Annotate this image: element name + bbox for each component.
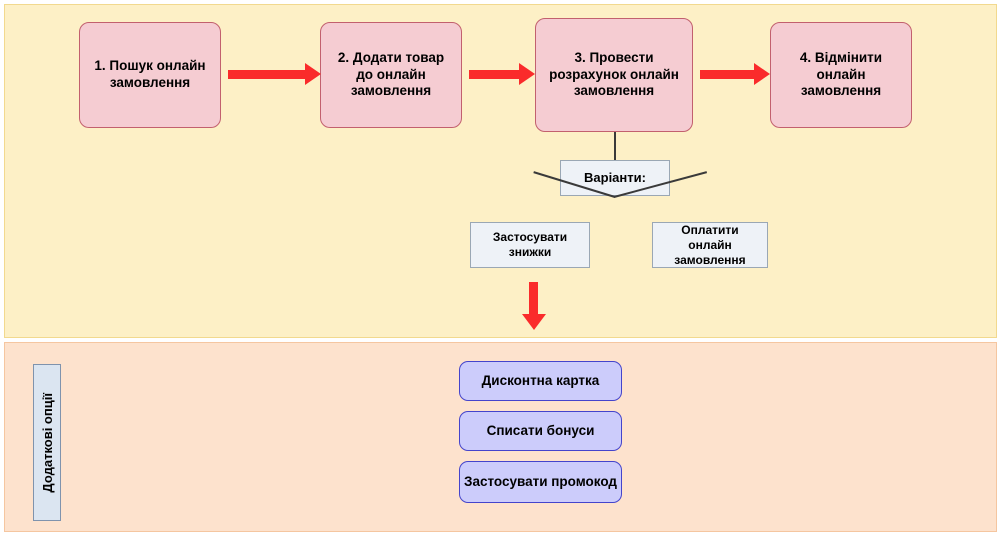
connector-step3-to-options (614, 132, 616, 160)
option-apply-discounts[interactable]: Застосувати знижки (470, 222, 590, 268)
arrow-step2-to-step3-icon (469, 70, 520, 79)
process-step-1[interactable]: 1. Пошук онлайн замовлення (79, 22, 221, 128)
process-step-3[interactable]: 3. Провести розрахунок онлайн замовлення (535, 18, 693, 132)
option-pay-online-order[interactable]: Оплатити онлайн замовлення (652, 222, 768, 268)
arrow-down-to-extra-options-icon (529, 282, 538, 315)
process-step-4[interactable]: 4. Відмінити онлайн замовлення (770, 22, 912, 128)
extra-option-discount-card[interactable]: Дисконтна картка (459, 361, 622, 401)
process-step-2[interactable]: 2. Додати товар до онлайн замовлення (320, 22, 462, 128)
arrow-step1-to-step2-icon (228, 70, 306, 79)
extra-option-apply-promocode[interactable]: Застосувати промокод (459, 461, 622, 503)
extra-option-write-off-bonuses[interactable]: Списати бонуси (459, 411, 622, 451)
extra-options-side-label (33, 364, 61, 521)
extra-options-side-label-text: Додаткові опції (39, 392, 55, 493)
options-root: Варіанти: (560, 160, 670, 196)
arrow-step3-to-step4-icon (700, 70, 755, 79)
